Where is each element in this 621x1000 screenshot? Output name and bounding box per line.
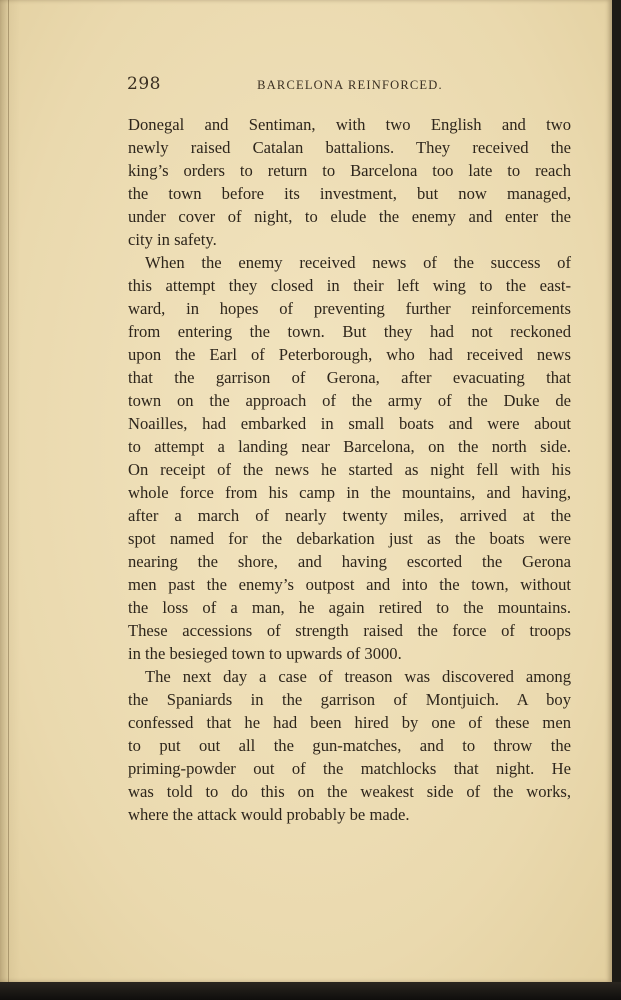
text-line: The next day a case of treason was discovered among [145, 667, 571, 686]
gutter-shadow [8, 0, 9, 982]
text-line: in the besieged town to upwards of 3000. [128, 644, 402, 663]
text-line: that the garrison of Gerona, after evacuating that [128, 368, 571, 387]
text-line: king’s orders to return to Barcelona too late to reach [128, 161, 571, 180]
text-line: the loss of a man, he again retired to the mountains. [128, 598, 571, 617]
text-line: priming-powder out of the matchlocks that night. He [128, 759, 571, 778]
text-line: These accessions of strength raised the force of troops [128, 621, 571, 640]
text-line: this attempt they closed in their left wing to the east- [128, 276, 571, 295]
text-line: city in safety. [128, 230, 217, 249]
text-line: On receipt of the news he started as night fell with his [128, 460, 571, 479]
body-text [128, 113, 571, 826]
text-line: where the attack would probably be made. [128, 805, 410, 824]
text-line: under cover of night, to elude the enemy and enter the [128, 207, 571, 226]
page-bottom-edge [0, 982, 621, 1000]
text-line: When the enemy received news of the success of [145, 253, 571, 272]
text-line: confessed that he had been hired by one of these men [128, 713, 571, 732]
text-line: whole force from his camp in the mountains, and having, [128, 483, 571, 502]
text-line: the town before its investment, but now managed, [128, 184, 571, 203]
text-line: Noailles, had embarked in small boats and were about [128, 414, 571, 433]
text-line: was told to do this on the weakest side of the works, [128, 782, 571, 801]
text-line: from entering the town. But they had not reckoned [128, 322, 571, 341]
running-head: BARCELONA REINFORCED. [257, 78, 443, 92]
page-number: 298 [127, 74, 161, 94]
text-line: upon the Earl of Peterborough, who had received news [128, 345, 571, 364]
text-line: after a march of nearly twenty miles, arrived at the [128, 506, 571, 525]
text-line: Donegal and Sentiman, with two English and two [128, 115, 571, 134]
text-line: men past the enemy’s outpost and into the town, without [128, 575, 571, 594]
text-line: nearing the shore, and having escorted the Gerona [128, 552, 571, 571]
page-header [127, 74, 573, 98]
text-line: to put out all the gun-matches, and to throw the [128, 736, 571, 755]
text-line: newly raised Catalan battalions. They received the [128, 138, 571, 157]
text-line: town on the approach of the army of the Duke de [128, 391, 571, 410]
text-line: the Spaniards in the garrison of Montjuich. A boy [128, 690, 571, 709]
text-line: to attempt a landing near Barcelona, on the north side. [128, 437, 571, 456]
text-line: spot named for the debarkation just as the boats were [128, 529, 571, 548]
text-line: ward, in hopes of preventing further reinforcements [128, 299, 571, 318]
